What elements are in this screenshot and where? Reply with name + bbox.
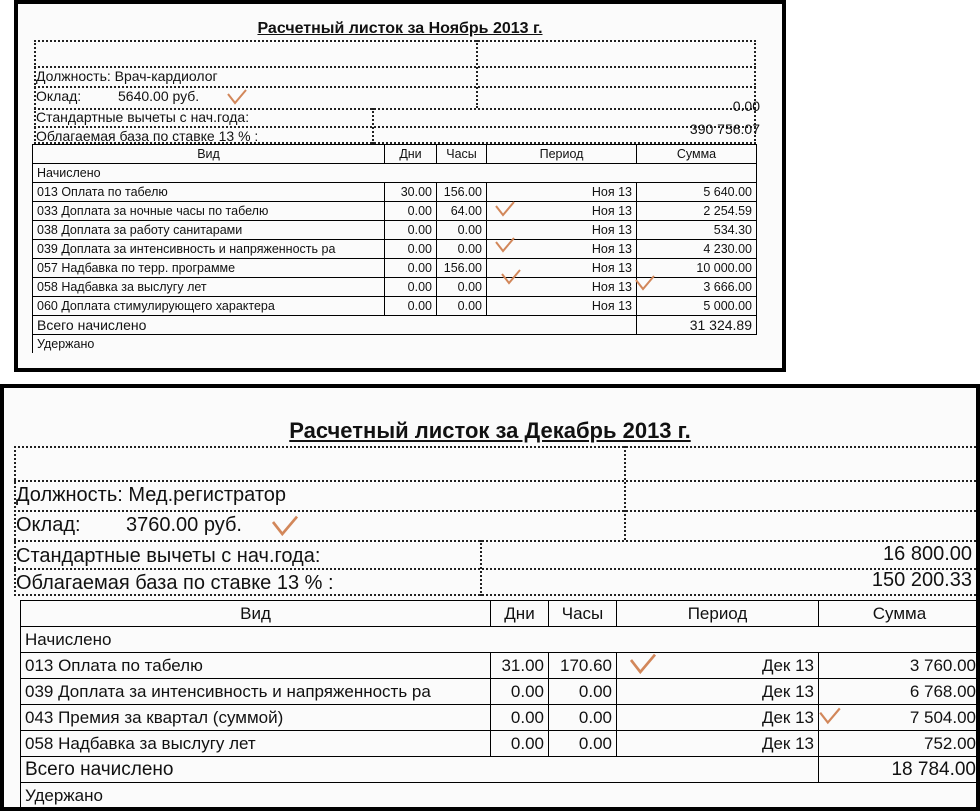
std-deductions-value: 0.00 <box>732 98 760 114</box>
position-line: Должность: Врач-кардиолог <box>36 68 218 84</box>
cell-days: 0.00 <box>385 278 437 297</box>
checkmark-icon <box>818 706 842 726</box>
column-header: Вид <box>21 601 491 627</box>
cell-kind: 039 Доплата за интенсивность и напряженность ра <box>33 240 385 259</box>
cell-days: 0.00 <box>491 705 549 731</box>
table-row <box>33 202 757 221</box>
cell-amount: 2 254.59 <box>637 202 757 221</box>
cell-kind: 043 Премия за квартал (суммой) <box>21 705 491 731</box>
payslip-title: Расчетный листок за Декабрь 2013 г. <box>289 418 691 443</box>
divider <box>480 540 482 596</box>
total-value: 18 784.00 <box>819 757 980 783</box>
cell-days: 0.00 <box>385 202 437 221</box>
checkmark-icon <box>226 88 248 106</box>
column-header: Часы <box>437 145 487 164</box>
cell-kind: 033 Доплата за ночные часы по табелю <box>33 202 385 221</box>
cell-amount: 5 000.00 <box>637 297 757 316</box>
salary-value: 3760.00 руб. <box>126 514 242 536</box>
table-row <box>33 183 757 202</box>
salary-label: Оклад: <box>16 514 81 536</box>
total-row <box>33 316 757 335</box>
cell-kind: 058 Надбавка за выслугу лет <box>21 731 491 757</box>
divider <box>14 510 980 512</box>
accruals-table <box>32 144 757 353</box>
checkmark-icon <box>634 274 656 292</box>
payslip-november <box>14 0 786 372</box>
cell-period: Дек 13 <box>617 679 819 705</box>
cell-period: Ноя 13 <box>487 221 637 240</box>
cell-kind: 038 Доплата за работу санитарами <box>33 221 385 240</box>
cell-days: 0.00 <box>385 240 437 259</box>
total-value: 31 324.89 <box>637 316 757 335</box>
cell-hours: 170.60 <box>549 653 617 679</box>
cell-amount: 7 504.00 <box>819 705 980 731</box>
tax-base-value: 150 200.33 <box>871 569 972 591</box>
checkmark-icon <box>270 514 300 538</box>
cell-days: 30.00 <box>385 183 437 202</box>
cell-hours: 0.00 <box>437 278 487 297</box>
cell-amount: 534.30 <box>637 221 757 240</box>
section-accrued: Начислено <box>33 164 757 183</box>
section-row <box>33 335 757 354</box>
tax-base-label: Облагаемая база по ставке 13 % : <box>16 572 334 594</box>
cell-hours: 156.00 <box>437 183 487 202</box>
std-deductions-label: Стандартные вычеты с нач.года: <box>36 109 250 125</box>
cell-period: Ноя 13 <box>487 278 637 297</box>
cell-hours: 0.00 <box>437 221 487 240</box>
table-row <box>21 731 980 757</box>
cell-amount: 3 760.00 <box>819 653 980 679</box>
divider <box>14 568 980 570</box>
std-deductions-value: 16 800.00 <box>883 543 972 565</box>
cell-period: Дек 13 <box>617 653 819 679</box>
payslip-december <box>0 384 980 811</box>
cell-amount: 10 000.00 <box>637 259 757 278</box>
checkmark-icon <box>628 652 658 676</box>
divider <box>14 480 980 482</box>
checkmark-icon <box>494 236 516 254</box>
cell-amount: 6 768.00 <box>819 679 980 705</box>
table-header <box>21 601 980 627</box>
cell-period: Дек 13 <box>617 731 819 757</box>
cell-kind: 039 Доплата за интенсивность и напряженность ра <box>21 679 491 705</box>
cell-hours: 156.00 <box>437 259 487 278</box>
cell-days: 0.00 <box>385 259 437 278</box>
cell-hours: 0.00 <box>549 679 617 705</box>
section-row <box>33 164 757 183</box>
divider <box>14 540 980 542</box>
payslip-title: Расчетный листок за Ноябрь 2013 г. <box>257 20 543 37</box>
accruals-table <box>20 600 980 808</box>
cell-period: Ноя 13 <box>487 183 637 202</box>
salary-label: Оклад: <box>36 88 82 104</box>
cell-days: 0.00 <box>385 221 437 240</box>
cell-days: 0.00 <box>491 731 549 757</box>
cell-period: Ноя 13 <box>487 297 637 316</box>
checkmark-icon <box>494 200 516 218</box>
cell-days: 0.00 <box>491 679 549 705</box>
std-deductions-label: Стандартные вычеты с нач.года: <box>16 545 321 567</box>
column-header: Сумма <box>637 145 757 164</box>
cell-amount: 752.00 <box>819 731 980 757</box>
cell-amount: 3 666.00 <box>637 278 757 297</box>
column-header: Дни <box>385 145 437 164</box>
cell-kind: 057 Надбавка по терр. программе <box>33 259 385 278</box>
total-row <box>21 757 980 783</box>
table-row <box>33 297 757 316</box>
table-row <box>33 221 757 240</box>
checkmark-icon <box>500 268 522 286</box>
divider <box>372 108 374 144</box>
cell-kind: 013 Оплата по табелю <box>33 183 385 202</box>
table-row <box>21 679 980 705</box>
column-header: Дни <box>491 601 549 627</box>
cell-kind: 058 Надбавка за выслугу лет <box>33 278 385 297</box>
cell-days: 31.00 <box>491 653 549 679</box>
cell-hours: 0.00 <box>549 731 617 757</box>
section-accrued: Начислено <box>21 627 980 653</box>
divider <box>624 446 626 540</box>
cell-amount: 4 230.00 <box>637 240 757 259</box>
tax-base-value: 390 756.07 <box>689 121 760 137</box>
position-line: Должность: Мед.регистратор <box>16 484 287 506</box>
cell-amount: 5 640.00 <box>637 183 757 202</box>
cell-hours: 0.00 <box>437 240 487 259</box>
column-header: Вид <box>33 145 385 164</box>
cell-hours: 0.00 <box>549 705 617 731</box>
cell-kind: 013 Оплата по табелю <box>21 653 491 679</box>
total-label: Всего начислено <box>21 757 819 783</box>
cell-hours: 64.00 <box>437 202 487 221</box>
cell-period: Ноя 13 <box>487 259 637 278</box>
column-header: Период <box>487 145 637 164</box>
tax-base-label: Облагаемая база по ставке 13 % : <box>36 128 259 144</box>
cell-period: Ноя 13 <box>487 202 637 221</box>
salary-value: 5640.00 руб. <box>118 88 200 104</box>
column-header: Часы <box>549 601 617 627</box>
cell-kind: 060 Доплата стимулирующего характера <box>33 297 385 316</box>
cell-days: 0.00 <box>385 297 437 316</box>
section-row <box>21 783 980 809</box>
divider <box>476 40 478 108</box>
total-label: Всего начислено <box>33 316 637 335</box>
section-withheld: Удержано <box>33 335 757 354</box>
cell-hours: 0.00 <box>437 297 487 316</box>
table-row <box>21 653 980 679</box>
section-row <box>21 627 980 653</box>
cell-period: Дек 13 <box>617 705 819 731</box>
column-header: Сумма <box>819 601 980 627</box>
cell-period: Ноя 13 <box>487 240 637 259</box>
column-header: Период <box>617 601 819 627</box>
section-withheld: Удержано <box>21 783 980 809</box>
table-row <box>33 240 757 259</box>
table-header <box>33 145 757 164</box>
